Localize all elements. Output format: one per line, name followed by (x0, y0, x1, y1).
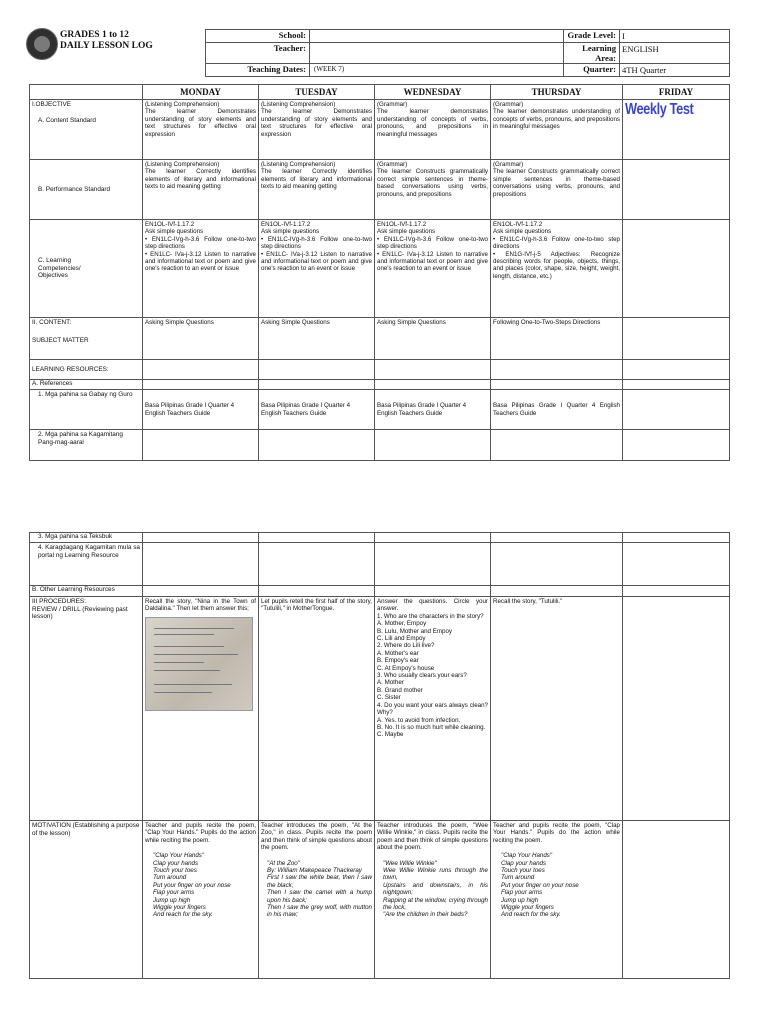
teacher-label: Teacher: (206, 43, 310, 64)
motivation-wed-text: Teacher introduces the poem, "Wee Willie Winkie," in class. Pupils recite the poem and then think of simple questions about the poem. (377, 822, 488, 852)
references-row (30, 380, 730, 390)
poem-tue: "At the Zoo" By: William Makepeace Thackeray First I saw the white bear, then I saw the black; Then I saw the camel with a hump upon his back; Then I saw the grey wolf, with mutton in his maw; (267, 859, 372, 919)
textbook-label: 3. Mga pahina sa Teksbuk (30, 533, 143, 543)
content-standard-wed: (Grammar) The learner demonstrates understanding of concepts of verbs, pronouns, and prepositions in meaningful messages (375, 100, 491, 160)
school-label: School: (206, 30, 310, 43)
motivation-mon-text: Teacher and pupils recite the poem, "Clap Your Hands." Pupils do the action while reciting the poem. (145, 822, 256, 844)
content-label: II. CONTENT: (32, 319, 72, 326)
motivation-wed (375, 821, 491, 979)
content-label-cell (30, 318, 143, 360)
day-tuesday: TUESDAY (259, 85, 375, 100)
grade-label: Grade Level: (564, 30, 620, 43)
competencies-mon: EN1OL-IVf-1.17.2 Ask simple questions • EN1LC-IVg-h-3.6 Follow one-to-two step directions • EN1LC- IVa-j-3.12 Listen to narrative and informational text or poem and give one's reaction to an event or issue (143, 220, 259, 318)
content-mon: Asking Simple Questions (143, 318, 259, 360)
poem-thu: "Clap Your Hands" Clap your hands Touch your toes Turn around Put your finger on your nose Flap your arms Jump up high Wiggle your fingers And reach for the sky. (501, 852, 579, 919)
friday-cell (623, 100, 730, 160)
b-label: B. Performance Standard (30, 160, 143, 220)
review-wed: Answer the questions. Circle your answer. 1. Who are the characters in the story? A. Mother, Empoy B. Lulu, Mother and Empoy C. Lili and Empoy 2. Where do Lili live? A. Mother's ear B. Empoy's ear C. At Empoy's house 3. Who usually clears your ears? A. Mother B. Grand mother C. Sister 4. Do you want your ears always clean? Why? A. Yes. to avoid from infection. B. No. It is so much hurt while cleaning. C. Maybe (375, 597, 491, 821)
poem-mon: "Clap Your Hands" Clap your hands Touch your toes Turn around Put your finger on your nose Flap your arms Jump up high Wiggle your fingers And reach for the sky. (153, 852, 231, 919)
portal-label: 4. Karagdagang Kagamitan mula sa portal ng Learning Resource (30, 543, 143, 586)
review-thu: Recall the story, "Tutulili." (491, 597, 623, 821)
content-standard-thu: (Grammar) The learner demonstrates understanding of concepts of verbs, pronouns, and prepositions in meaningful messages (491, 100, 623, 160)
dates-label: Teaching Dates: (206, 64, 310, 77)
performance-wed: (Grammar) The learner Constructs grammatically correct simple sentences in theme-based conversations using verbs, pronouns, and prepositions (375, 160, 491, 220)
day-friday: FRIDAY (623, 85, 730, 100)
content-standard-tue: (Listening Comprehension) The learner Demonstrates understanding of story elements and text structures for effective oral expression (259, 100, 375, 160)
review-tue: Let pupils retell the first half of the story, "Tutulili," in MotherTongue. (259, 597, 375, 821)
content-tue: Asking Simple Questions (259, 318, 375, 360)
week-value: (WEEK 7) (310, 64, 564, 77)
friday-empty (623, 318, 730, 360)
tg-wed: Basa Pilipinas Grade I Quarter 4 English Teachers Guide (375, 390, 491, 430)
performance-standard-row (30, 160, 730, 220)
deped-seal-logo (26, 28, 58, 60)
motivation-thu (491, 821, 623, 979)
teachers-guide-label: 1. Mga pahina sa Gabay ng Guro (30, 390, 143, 430)
objective-label: I.OBJECTIVE (32, 101, 72, 108)
competencies-tue: EN1OL-IVf-1.17.2 Ask simple questions • EN1LC-IVg-h-3.6 Follow one-to-two step directions • EN1LC- IVa-j-3.12 Listen to narrative and informational text or poem and give one's reaction to an event or issue (259, 220, 375, 318)
performance-tue: (Listening Comprehension) The learner Correctly identifies elements of literary and informational texts to aid meaning getting (259, 160, 375, 220)
review-row (30, 597, 730, 821)
day-wednesday: WEDNESDAY (375, 85, 491, 100)
motivation-mon (143, 821, 259, 979)
motivation-label: MOTIVATION (Establishing a purpose of the lesson) (30, 821, 143, 979)
content-row (30, 318, 730, 360)
lesson-log-table-1 (29, 84, 730, 461)
c-label: C. Learning Competencies/ Objectives (30, 220, 143, 318)
tg-thu: Basa Pilipinas Grade I Quarter 4 English Teachers Guide (491, 390, 623, 430)
review-mon (143, 597, 259, 821)
motivation-thu-text: Teacher and pupils recite the poem, "Clap Your Hands." Pupils do the action while reciting the poem. (493, 822, 620, 844)
school-value (310, 30, 564, 43)
teacher-value (310, 43, 564, 64)
content-standard-row (30, 100, 730, 160)
teachers-guide-row (30, 390, 730, 430)
title-line2: DAILY LESSON LOG (60, 41, 153, 51)
learners-material-label: 2. Mga pahina sa Kagamitang Pang-mag-aaral (30, 430, 143, 461)
content-thu: Following One-to-Two-Steps Directions (491, 318, 623, 360)
quarter-label: Quarter: (564, 64, 620, 77)
header-info-table (205, 29, 730, 77)
weekly-test-label: Weekly Test (625, 101, 694, 118)
other-resources-label: B. Other Learning Resources (30, 586, 143, 597)
grade-value: I (620, 30, 730, 43)
day-header-row (30, 85, 730, 100)
textbook-row (30, 533, 730, 543)
corner-cell (30, 85, 143, 100)
day-thursday: THURSDAY (491, 85, 623, 100)
content-wed: Asking Simple Questions (375, 318, 491, 360)
title-line1: GRADES 1 to 12 (60, 30, 129, 40)
competencies-row (30, 220, 730, 318)
competencies-wed: EN1OL-IVf-1.17.2 Ask simple questions • EN1LC-IVg-h-3.6 Follow one-to-two step directions • EN1LC- IVa-j-3.12 Listen to narrative and informational text or poem and give one's reaction to an event or issue (375, 220, 491, 318)
references-label: A. References (30, 380, 143, 390)
a-label: A. Content Standard (38, 116, 96, 124)
friday-empty (623, 160, 730, 220)
subject-matter-label: SUBJECT MATTER (32, 336, 89, 344)
performance-mon: (Listening Comprehension) The learner Correctly identifies elements of literary and informational texts to aid meaning getting (143, 160, 259, 220)
poem-wed: "Wee Willie Winkie" Wee Willie Winkie runs through the town, Upstairs and downstairs, in his nightgown; Rapping at the window, crying through the lock, "Are the children in their beds? (383, 859, 488, 919)
competencies-thu: EN1OL-IVf-1.17.2 Ask simple questions • EN1LC-IVg-h-3.6 Follow one-to-two step directions • EN1G-IVf-j-5 Adjectives: Recognize describing words for people, objects, things, and places (color, shape, size, height, weight, length, distance, etc.) (491, 220, 623, 318)
day-monday: MONDAY (143, 85, 259, 100)
learners-material-row (30, 430, 730, 461)
doc-title (60, 30, 153, 52)
procedures-label: III PROCEDURES: REVIEW / DRILL (Reviewing past lesson) (30, 597, 143, 821)
motivation-row (30, 821, 730, 979)
content-standard-label (30, 100, 143, 160)
resources-label: LEARNING RESOURCES: (30, 360, 143, 380)
tg-mon: Basa Pilipinas Grade I Quarter 4 English Teachers Guide (143, 390, 259, 430)
content-standard-mon: (Listening Comprehension) The learner Demonstrates understanding of story elements and text structures for effective oral expression (143, 100, 259, 160)
motivation-tue (259, 821, 375, 979)
performance-thu: (Grammar) The learner Constructs grammatically correct simple sentences in theme-based conversations using verbs, pronouns, and prepositions (491, 160, 623, 220)
area-value: ENGLISH (620, 43, 730, 64)
resources-row (30, 360, 730, 380)
lesson-log-table-2 (29, 532, 730, 979)
review-mon-text: Recall the story, "Nina in the Town of Daldalina." Then let them answer this; (145, 598, 256, 613)
tg-tue: Basa Pilipinas Grade I Quarter 4 English Teachers Guide (259, 390, 375, 430)
quarter-value: 4TH Quarter (620, 64, 730, 77)
worksheet-photo-image (145, 617, 253, 711)
area-label: Learning Area: (564, 43, 620, 64)
other-resources-row (30, 586, 730, 597)
friday-empty (623, 220, 730, 318)
portal-row (30, 543, 730, 586)
motivation-tue-text: Teacher introduces the poem, "At the Zoo," in class. Pupils recite the poem and then think of simple questions about the poem. (261, 822, 372, 852)
